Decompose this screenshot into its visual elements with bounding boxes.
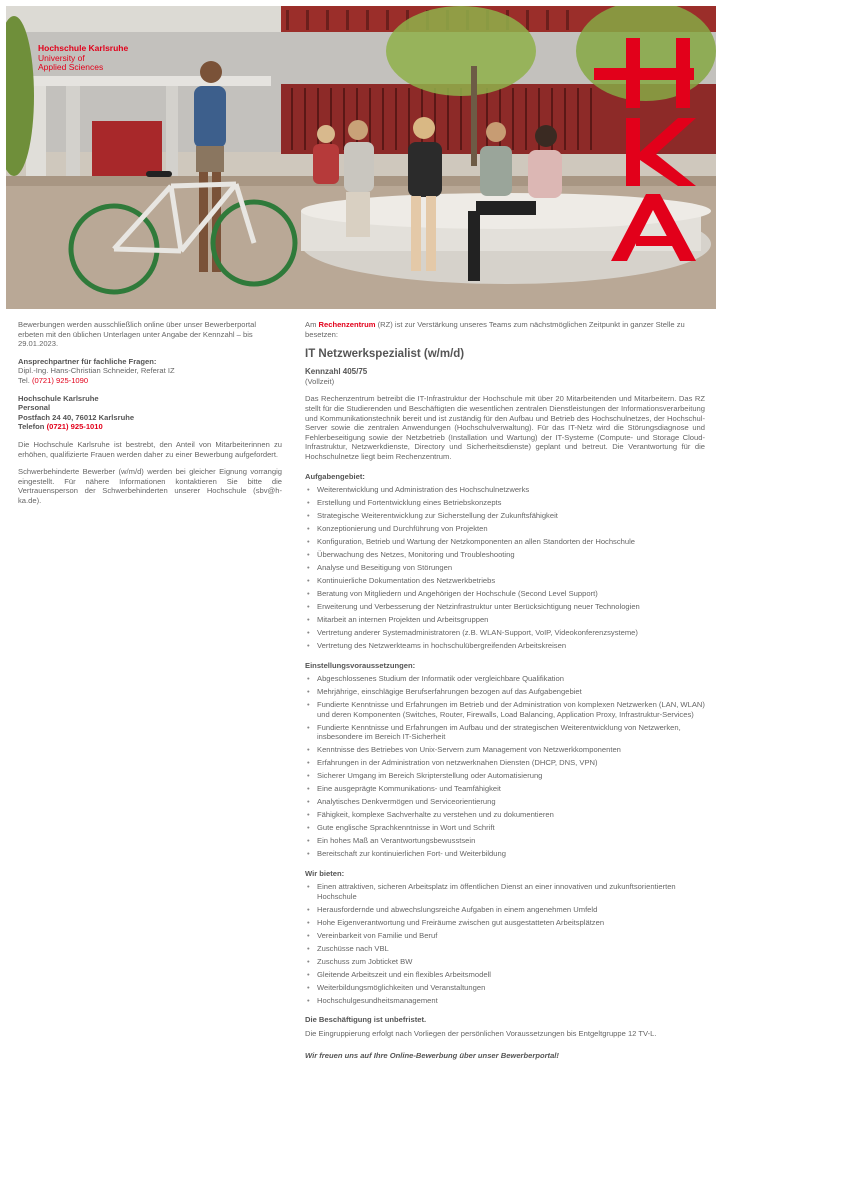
list-item: • Fähigkeit, komplexe Sachverhalte zu verstehen und zu dokumentieren [305,810,705,820]
address-phone-line [18,422,282,432]
rechenzentrum-link[interactable]: Rechenzentrum [318,320,376,329]
department-description: Das Rechenzentrum betreibt die IT-Infrastruktur der Hochschule mit über 20 Mitarbeitenden und Mitarbeitern. Das RZ stellt für die Studierenden und Beschäftigten die wesentlichen zentralen Dienstleistungen der Informationsverarbeitung und Kommunikationstechnik bereit und ist zuständig für den Aufbau und Betrieb des Hochschulnetzes, der Hochschul-Server sowie die zentralen Anwendungen (Hochschulverwaltung). Für das IT-Netz wird die Störungsdiagnose und Fehlerbeseitigung sowie der Netzbetrieb (Installation und Wartung) der IT-Systeme (Compute- und Storage Cloud-Infrastruktur, Netzwerkdienste, Directory und Sicherheitsdienste) geplant und betreut. Die Verantwortung für die Hochschulnetze liegt beim Rechenzentrum. [305,394,705,461]
list-item: • Mitarbeit an internen Projekten und Arbeitsgruppen [305,615,705,625]
offer-title: Wir bieten: [305,868,345,878]
list-item: • Analytisches Denkvermögen und Serviceorientierung [305,797,705,807]
list-item: • Gleitende Arbeitszeit und ein flexibles Arbeitsmodell [305,970,705,980]
list-item: • Kenntnisse des Betriebes von Unix-Servern zum Management von Netzwerkkomponenten [305,745,705,755]
list-item: • Herausfordernde und abwechslungsreiche Aufgaben in einem angenehmen Umfeld [305,905,705,915]
address-phone-link[interactable]: (0721) 925-1010 [46,422,103,432]
list-item: • Fundierte Kenntnisse und Erfahrungen im Betrieb und der Administration von komplexen Netzwerken (LAN, WLAN) und deren Komponenten (Switches, Router, Firewalls, Load Balancing, Application Proxy, Infrastruktur-Services) [305,700,705,719]
tasks-title: Aufgabengebiet: [305,471,365,481]
contact-title: Ansprechpartner für fachliche Fragen: [18,356,157,366]
list-item: • Erstellung und Fortentwicklung eines Betriebskonzepts [305,498,705,508]
list-item: • Zuschüsse nach VBL [305,944,705,954]
kennzahl-sub: (Vollzeit) [305,376,335,386]
employment-title: Die Beschäftigung ist unbefristet. [305,1015,427,1025]
list-item: • Gute englische Sprachkenntnisse in Wort und Schrift [305,823,705,833]
list-item: • Bereitschaft zur kontinuierlichen Fort- und Weiterbildung [305,849,705,859]
contact-phone-link[interactable]: (0721) 925-1090 [31,375,89,385]
application-intro: Bewerbungen werden ausschließlich online über unser Bewerberportal erbeten mit den üblichen Unterlagen unter Angabe der Kennzahl – bis 29.01.2023. [18,320,257,349]
intro-prefix: Am [305,320,317,329]
address-phone-label: Telefon [18,422,45,432]
closing-text: Wir freuen uns auf Ihre Online-Bewerbung über unser Bewerberportal! [305,1050,559,1060]
equality-statement: Die Hochschule Karlsruhe ist bestrebt, den Anteil von Mitarbeiterinnen zu erhöhen, qualifizierte Frauen werden daher zu einer Bewerbung aufgefordert. [18,439,282,459]
address-street: Postfach 24 40, 76012 Karlsruhe [18,412,135,422]
list-item: • Konzeptionierung und Durchführung von Projekten [305,524,705,534]
hka-logo [38,44,128,73]
left-column [18,320,282,514]
list-item: • Analyse und Beseitigung von Störungen [305,563,705,573]
requirements-title: Einstellungsvoraussetzungen: [305,660,416,670]
list-item: • Einen attraktiven, sicheren Arbeitsplatz im öffentlichen Dienst an einer innovativen und zukunftsorientierten Hochschule [305,882,705,901]
list-item: • Zuschuss zum Jobticket BW [305,957,705,967]
contact-name: Dipl.-Ing. Hans-Christian Schneider, Referat IZ [18,366,175,376]
logo-line2: University of [38,52,85,63]
offers-list [305,882,705,1005]
logo-name: Hochschule Karlsruhe [38,43,129,53]
list-item: • Beratung von Mitgliedern und Angehörigen der Hochschule (Second Level Support) [305,589,705,599]
list-item: • Ein hohes Maß an Verantwortungsbewusstsein [305,836,705,846]
list-item: • Konfiguration, Betrieb und Wartung der Netzkomponenten an allen Standorten der Hochschule [305,537,705,547]
hero-photo [6,6,716,309]
requirements-list [305,674,705,859]
right-column [305,320,705,1068]
list-item: • Weiterentwicklung und Administration des Hochschulnetzwerks [305,485,705,495]
logo-line3: Applied Sciences [38,62,104,72]
list-item: • Weiterbildungsmöglichkeiten und Veranstaltungen [305,983,705,993]
list-item: • Erweiterung und Verbesserung der Netzinfrastruktur unter Berücksichtigung neuer Technologien [305,602,705,612]
job-title: IT Netzwerkspezialist (w/m/d) [305,348,465,361]
list-item: • Erfahrungen in der Administration von netzwerknahen Diensten (DHCP, DNS, VPN) [305,758,705,768]
intro-rest: (RZ) ist zur Verstärkung unseres Teams zum nächstmöglichen Zeitpunkt in ganzer Stelle zu besetzen: [305,320,685,339]
list-item: • Überwachung des Netzes, Monitoring und Troubleshooting [305,550,705,560]
list-item: • Strategische Weiterentwicklung zur Sicherstellung der Zukunftsfähigkeit [305,511,705,521]
contact-phone-line [18,376,282,386]
list-item: • Kontinuierliche Dokumentation des Netzwerkbetriebs [305,576,705,586]
contact-phone-prefix: Tel. [18,375,30,385]
list-item: • Eine ausgeprägte Kommunikations- und Teamfähigkeit [305,784,705,794]
list-item: • Sicherer Umgang im Bereich Skripterstellung oder Automatisierung [305,771,705,781]
list-item: • Mehrjährige, einschlägige Berufserfahrungen bezogen auf das Aufgabengebiet [305,687,705,697]
list-item: • Hohe Eigenverantwortung und Freiräume zwischen gut ausgestatteten Arbeitsplätzen [305,918,705,928]
list-item: • Abgeschlossenes Studium der Informatik oder vergleichbare Qualifikation [305,674,705,684]
disability-statement: Schwerbehinderte Bewerber (w/m/d) werden bei gleicher Eignung vorrangig eingestellt. Für nähere Informationen kontaktieren Sie bitte die Vertrauensperson der Schwerbehinderten unserer Hochschule (sbv@h-ka.de). [18,467,282,505]
list-item: • Fundierte Kenntnisse und Erfahrungen im Aufbau und der strategischen Weiterentwicklung von Netzwerken, insbesondere im Bereich IT-Sicherheit [305,723,705,742]
list-item: • Hochschulgesundheitsmanagement [305,996,705,1006]
tasks-list [305,485,705,650]
salary-text: Die Eingruppierung erfolgt nach Vorliegen der persönlichen Voraussetzungen bis Entgeltgruppe 12 TV-L. [305,1028,657,1038]
position-intro [305,320,705,339]
address-title: Hochschule Karlsruhe [18,393,99,403]
kennzahl: Kennzahl 405/75 [305,367,368,377]
address-dept: Personal [18,403,51,413]
list-item: • Vertretung des Netzwerkteams in hochschulübergreifenden Arbeitskreisen [305,641,705,651]
list-item: • Vertretung anderer Systemadministratoren (z.B. WLAN-Support, VoIP, Videokonferenzsysteme) [305,628,705,638]
list-item: • Vereinbarkeit von Familie und Beruf [305,931,705,941]
